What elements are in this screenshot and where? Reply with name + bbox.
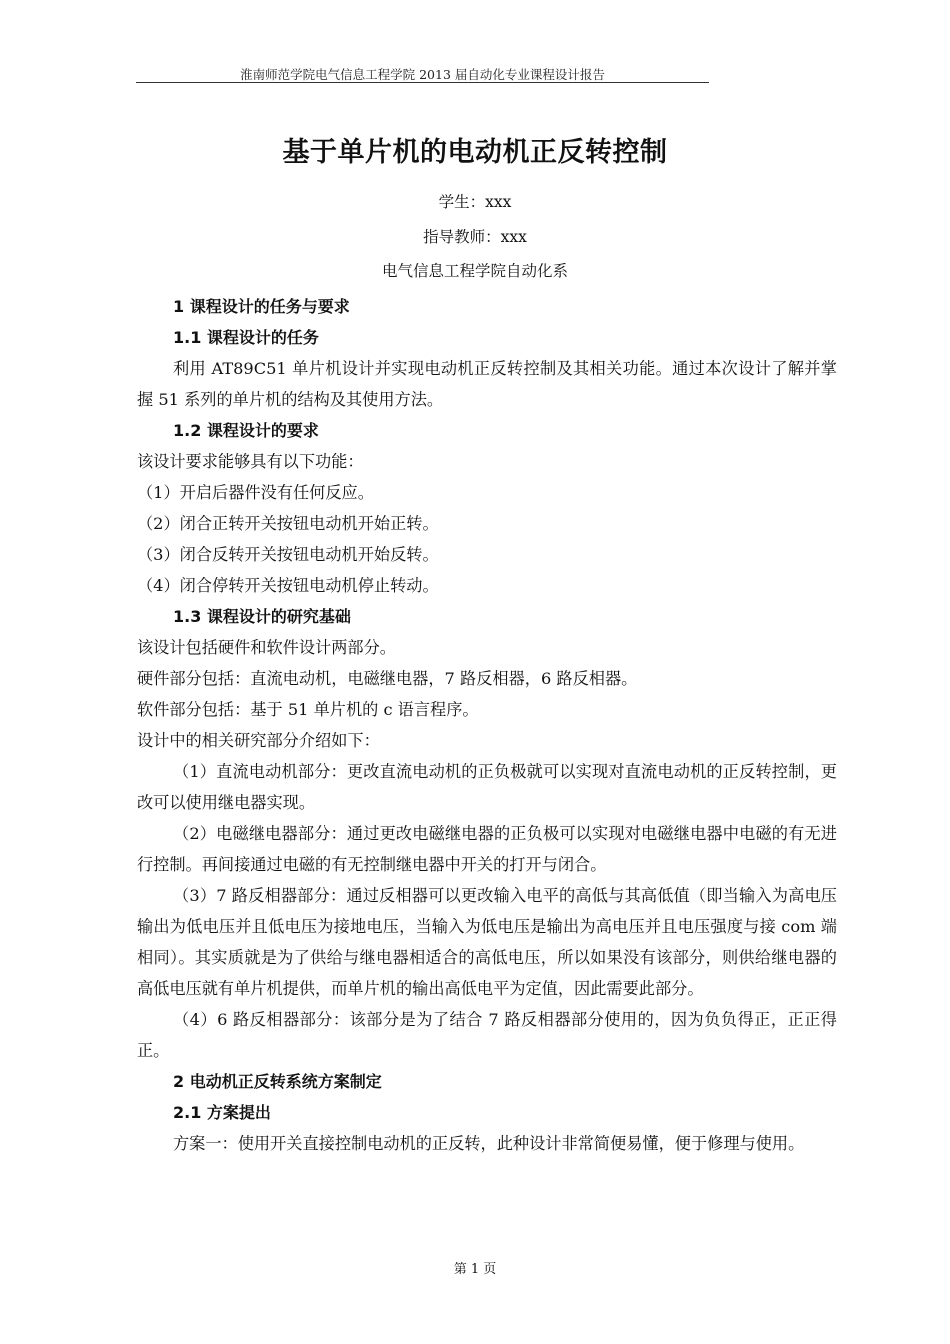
advisor-line: 指导教师：xxx: [423, 228, 527, 246]
department-line: 电气信息工程学院自动化系: [381, 262, 568, 280]
list-item: （4）闭合停转开关按钮电动机停止转动。: [137, 576, 439, 595]
list-item: （4）6 路反相器部分：该部分是为了结合 7 路反相器部分使用的，因为负负得正，正正得正。: [137, 1010, 837, 1060]
section-heading: 2 电动机正反转系统方案制定: [173, 1072, 382, 1091]
paragraph: 硬件部分包括：直流电动机，电磁继电器，7 路反相器，6 路反相器。: [137, 669, 638, 688]
body-content: [137, 291, 837, 1159]
subsection-heading: 2.1 方案提出: [173, 1103, 271, 1122]
paragraph: 该设计包括硬件和软件设计两部分。: [137, 638, 396, 657]
list-item: （2）闭合正转开关按钮电动机开始正转。: [137, 514, 439, 533]
page-header: 淮南师范学院电气信息工程学院 2013 届自动化专业课程设计报告: [240, 67, 605, 82]
student-line: 学生：xxx: [438, 193, 512, 211]
list-item: （1）开启后器件没有任何反应。: [137, 483, 374, 502]
paragraph: 设计中的相关研究部分介绍如下：: [137, 731, 380, 750]
section-heading: 1 课程设计的任务与要求: [173, 297, 350, 316]
subsection-heading: 1.2 课程设计的要求: [173, 421, 319, 440]
paragraph: 软件部分包括：基于 51 单片机的 c 语言程序。: [137, 700, 479, 719]
header-rule: [136, 82, 709, 83]
list-item: （1）直流电动机部分：更改直流电动机的正负极就可以实现对直流电动机的正反转控制，更改可以使用继电器实现。: [137, 762, 837, 812]
list-item: （3）7 路反相器部分：通过反相器可以更改输入电平的高低与其高低值（即当输入为高电压输出为低电压并且低电压为接地电压，当输入为低电压是输出为高电压并且电压强度与接 com 端相同）。其实质就是为了供给与继电器相适合的高低电压，所以如果没有该部分，则供给继电器的高低电压就有单片机提供，而单片机的输出高低电平为定值，因此需要此部分。: [137, 886, 837, 998]
paragraph: 该设计要求能够具有以下功能：: [137, 452, 364, 471]
subsection-heading: 1.1 课程设计的任务: [173, 328, 319, 347]
list-item: （2）电磁继电器部分：通过更改电磁继电器的正负极可以实现对电磁继电器中电磁的有无进行控制。再间接通过电磁的有无控制继电器中开关的打开与闭合。: [137, 824, 837, 874]
paragraph: 利用 AT89C51 单片机设计并实现电动机正反转控制及其相关功能。通过本次设计了解并掌握 51 系列的单片机的结构及其使用方法。: [137, 359, 837, 409]
list-item: （3）闭合反转开关按钮电动机开始反转。: [137, 545, 439, 564]
subsection-heading: 1.3 课程设计的研究基础: [173, 607, 351, 626]
page-number: 第 1 页: [453, 1262, 497, 1277]
paragraph: 方案一：使用开关直接控制电动机的正反转，此种设计非常简便易懂，便于修理与使用。: [173, 1134, 805, 1153]
document-title: 基于单片机的电动机正反转控制: [282, 137, 668, 168]
